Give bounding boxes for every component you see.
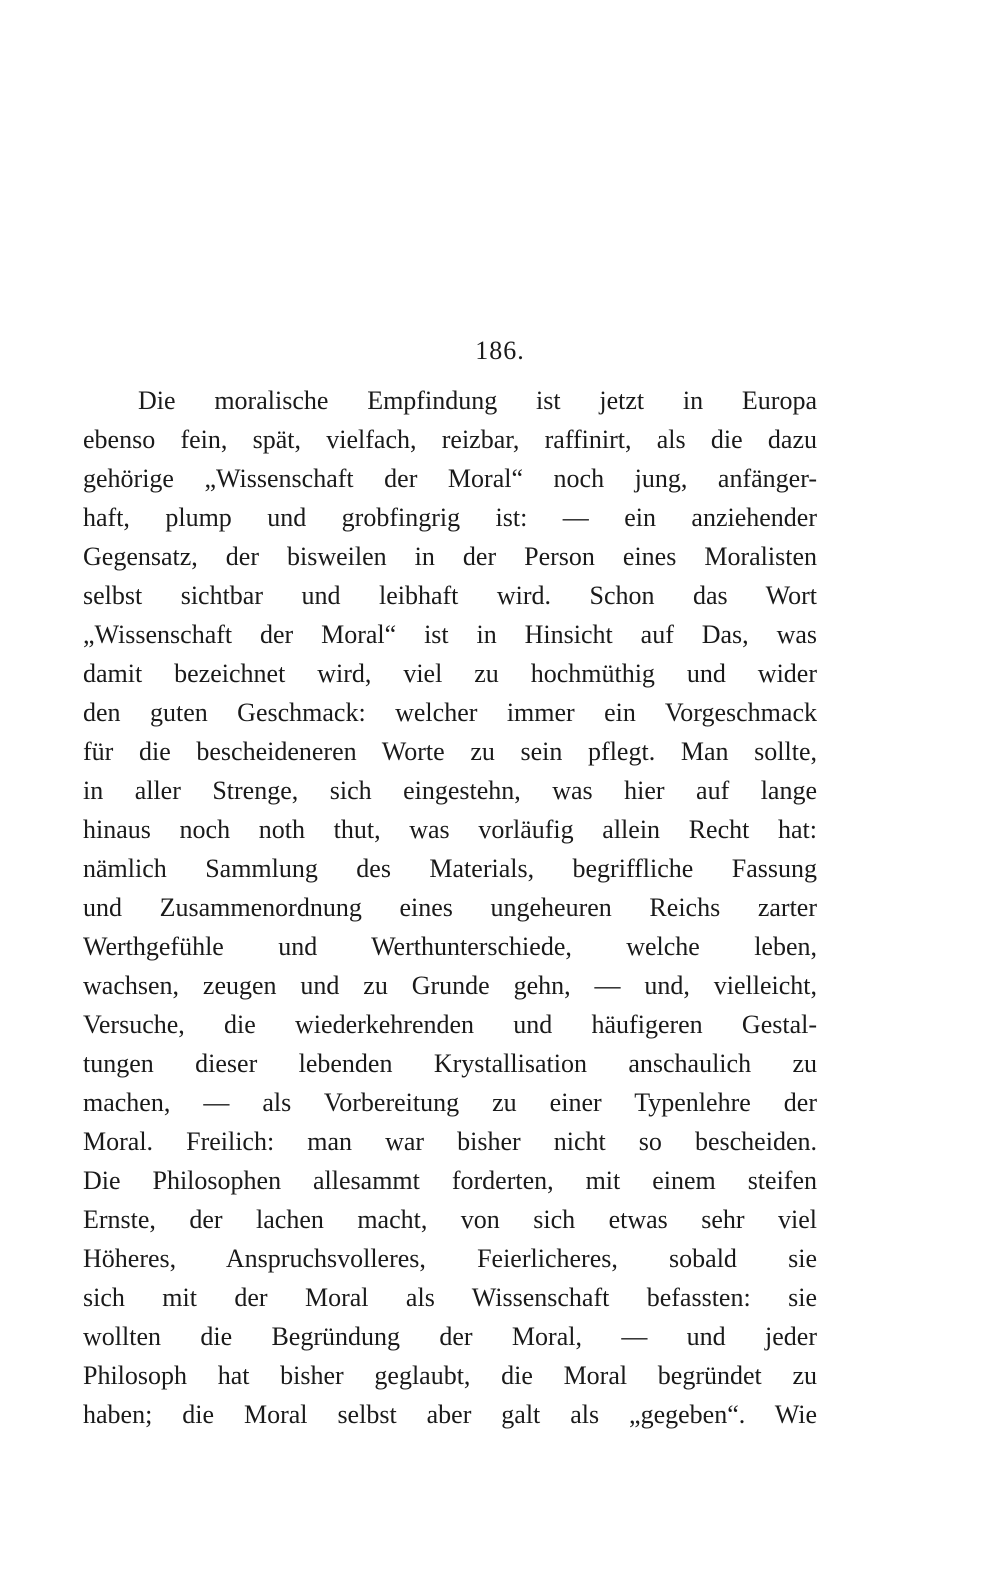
text-line: machen, — als Vorbereitung zu einer Typenlehre der <box>83 1088 817 1117</box>
text-line: und Zusammenordnung eines ungeheuren Reichs zarter <box>83 893 817 922</box>
text-line: Gegensatz, der bisweilen in der Person eines Moralisten <box>83 542 817 571</box>
text-line: wachsen, zeugen und zu Grunde gehn, — und, vielleicht, <box>83 971 817 1000</box>
text-line: haft, plump und grobfingrig ist: — ein anziehender <box>83 503 817 532</box>
section-number: 186. <box>475 336 525 365</box>
text-line: nämlich Sammlung des Materials, begriffliche Fassung <box>83 854 817 883</box>
text-line: Werthgefühle und Werthunterschiede, welche leben, <box>83 932 817 961</box>
text-line: Die Philosophen allesammt forderten, mit einem steifen <box>83 1166 817 1195</box>
text-line: hinaus noch noth thut, was vorläufig allein Recht hat: <box>83 815 817 844</box>
text-line: wollten die Begründung der Moral, — und jeder <box>83 1322 817 1351</box>
text-line: Philosoph hat bisher geglaubt, die Moral begründet zu <box>83 1361 817 1390</box>
text-line: Ernste, der lachen macht, von sich etwas sehr viel <box>83 1205 817 1234</box>
text-line: selbst sichtbar und leibhaft wird. Schon das Wort <box>83 581 817 610</box>
text-line: den guten Geschmack: welcher immer ein Vorgeschmack <box>83 698 817 727</box>
text-line: für die bescheideneren Worte zu sein pflegt. Man sollte, <box>83 737 817 766</box>
text-line: Versuche, die wiederkehrenden und häufigeren Gestal- <box>83 1010 817 1039</box>
text-line: haben; die Moral selbst aber galt als „gegeben“. Wie <box>83 1400 817 1429</box>
text-line: gehörige „Wissenschaft der Moral“ noch jung, anfänger- <box>83 464 817 493</box>
text-line: Höheres, Anspruchsvolleres, Feierlicheres, sobald sie <box>83 1244 817 1273</box>
body-text <box>83 381 817 1434</box>
text-line: „Wissenschaft der Moral“ ist in Hinsicht auf Das, was <box>83 620 817 649</box>
text-line: ebenso fein, spät, vielfach, reizbar, raffinirt, als die dazu <box>83 425 817 454</box>
text-line: tungen dieser lebenden Krystallisation anschaulich zu <box>83 1049 817 1078</box>
text-line: Moral. Freilich: man war bisher nicht so bescheiden. <box>83 1127 817 1156</box>
text-line: damit bezeichnet wird, viel zu hochmüthig und wider <box>83 659 817 688</box>
text-line: in aller Strenge, sich eingestehn, was hier auf lange <box>83 776 817 805</box>
text-line: sich mit der Moral als Wissenschaft befassten: sie <box>83 1283 817 1312</box>
text-line: Die moralische Empfindung ist jetzt in Europa <box>138 386 817 415</box>
